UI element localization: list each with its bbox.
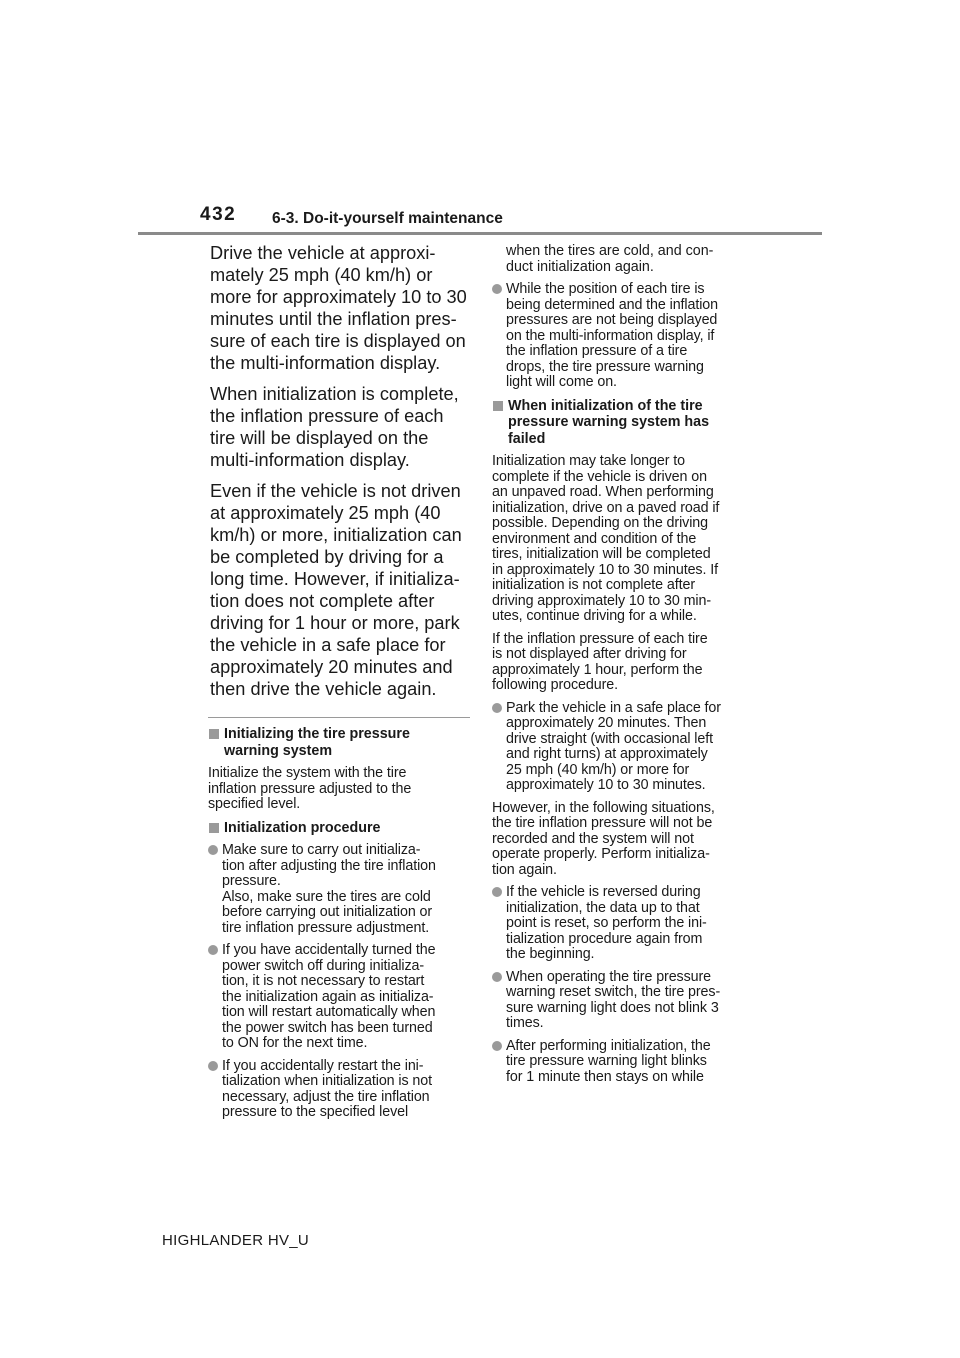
text-line: times. — [506, 1015, 544, 1031]
page-number: 432 — [200, 204, 237, 225]
text-line: warning reset switch, the tire pres- — [506, 984, 721, 1000]
heading-line: failed — [508, 430, 546, 447]
text-line: Drive the vehicle at approxi- — [210, 243, 436, 263]
text-line: 25 mph (40 km/h) or more for — [506, 761, 690, 778]
circle-bullet-icon — [492, 887, 502, 897]
text-line: tion after adjusting the tire inflation — [222, 857, 436, 874]
text-line: tion will restart automatically when — [222, 1004, 436, 1020]
text-line: the vehicle in a safe place for — [210, 635, 446, 655]
text-line: initialization, drive on a paved road if — [492, 499, 720, 516]
text-line: Also, make sure the tires are cold — [222, 888, 431, 905]
text-line: While the position of each tire is — [506, 281, 705, 297]
text-line: the tire inflation pressure will not be — [492, 815, 713, 831]
heading-line: When initialization of the tire — [508, 397, 703, 414]
text-line: If you accidentally restart the ini- — [222, 1057, 424, 1074]
text-line: approximately 1 hour, perform the — [492, 661, 703, 678]
text-line: tire pressure warning light blinks — [506, 1053, 707, 1069]
left-column — [208, 242, 470, 1128]
text-line: After performing initialization, the — [506, 1037, 711, 1054]
text-line: tire will be displayed on the — [210, 428, 429, 448]
footer-model-name: HIGHLANDER HV_U — [162, 1232, 310, 1249]
text-line: multi-information display. — [210, 450, 410, 470]
circle-bullet-icon — [208, 945, 218, 955]
body-paragraph — [492, 801, 756, 879]
section-divider — [208, 717, 470, 718]
bullet-item — [492, 282, 756, 391]
text-line: sure of each tire is displayed on — [210, 331, 466, 351]
bullet-item — [208, 943, 470, 1052]
intro-paragraph — [210, 480, 470, 700]
intro-paragraph — [210, 383, 470, 471]
circle-bullet-icon — [492, 972, 502, 982]
bullet-item — [492, 885, 756, 963]
text-line: following procedure. — [492, 677, 618, 693]
text-line: Even if the vehicle is not driven — [210, 481, 461, 501]
intro-paragraph — [210, 242, 470, 374]
circle-bullet-icon — [492, 703, 502, 713]
square-bullet-icon — [493, 401, 503, 411]
bullet-continuation — [506, 244, 756, 275]
text-line: approximately 20 minutes. Then — [506, 715, 707, 731]
text-line: sure warning light does not blink 3 — [506, 999, 719, 1016]
text-line: light will come on. — [506, 374, 617, 390]
text-line: for 1 minute then stays on while — [506, 1068, 704, 1085]
text-line: on the multi-information display, if — [506, 327, 715, 344]
section-title: 6-3. Do-it-yourself maintenance — [272, 210, 503, 227]
bullet-item — [208, 843, 470, 936]
text-line: tialization when initialization is not — [222, 1073, 432, 1089]
text-line: specified level. — [208, 796, 301, 812]
text-line: driving approximately 10 to 30 min- — [492, 592, 712, 609]
heading-line: warning system — [224, 742, 333, 759]
circle-bullet-icon — [208, 1061, 218, 1071]
text-line: If the vehicle is reversed during — [506, 884, 701, 900]
text-line: in approximately 10 to 30 minutes. If — [492, 561, 718, 578]
text-line: inflation pressure adjusted to the — [208, 780, 412, 797]
heading-initializing — [208, 726, 470, 759]
text-line: necessary, adjust the tire inflation — [222, 1088, 430, 1105]
square-bullet-icon — [209, 729, 219, 739]
text-line: tires, initialization will be completed — [492, 546, 711, 562]
text-line: an unpaved road. When performing — [492, 484, 714, 500]
text-line: pressure. — [222, 873, 281, 889]
text-line: driving for 1 hour or more, park — [210, 613, 460, 633]
text-line: and right turns) at approximately — [506, 746, 708, 762]
text-line: When operating the tire pressure — [506, 968, 712, 985]
heading-line: Initialization procedure — [224, 819, 381, 836]
text-line: environment and condition of the — [492, 530, 697, 547]
text-line: Make sure to carry out initializa- — [222, 842, 421, 858]
text-line: the initialization again as initializa- — [222, 988, 434, 1005]
text-line: mately 25 mph (40 km/h) or — [210, 265, 433, 285]
square-bullet-icon — [209, 823, 219, 833]
text-line: the multi-information display. — [210, 353, 441, 373]
bullet-item — [492, 970, 756, 1032]
bullet-item — [208, 1059, 470, 1121]
text-line: the beginning. — [506, 946, 595, 962]
text-line: tire inflation pressure adjustment. — [222, 919, 430, 936]
text-line: If the inflation pressure of each tire — [492, 630, 708, 647]
text-line: the power switch has been turned — [222, 1019, 433, 1036]
bullet-item — [492, 1039, 756, 1086]
text-line: Initialization may take longer to — [492, 453, 685, 469]
text-line: the inflation pressure of each — [210, 406, 444, 426]
text-line: initialization, the data up to that — [506, 899, 700, 916]
text-line: duct initialization again. — [506, 258, 654, 275]
text-line: tion again. — [492, 861, 557, 878]
text-line: possible. Depending on the driving — [492, 515, 708, 531]
text-line: operate properly. Perform initializa- — [492, 846, 710, 862]
circle-bullet-icon — [492, 284, 502, 294]
text-line: tion, it is not necessary to restart — [222, 973, 425, 989]
text-line: drops, the tire pressure warning — [506, 358, 704, 375]
text-line: pressures are not being displayed — [506, 312, 718, 328]
circle-bullet-icon — [208, 845, 218, 855]
text-line: be completed by driving for a — [210, 547, 444, 567]
body-paragraph — [492, 454, 756, 625]
heading-line: Initializing the tire pressure — [224, 726, 410, 742]
text-line: minutes until the inflation pres- — [210, 309, 457, 329]
text-line: point is reset, so perform the ini- — [506, 915, 707, 931]
text-line: being determined and the inflation — [506, 296, 719, 313]
text-line: km/h) or more, initialization can — [210, 525, 462, 545]
text-line: approximately 20 minutes and — [210, 657, 453, 677]
text-line: tion does not complete after — [210, 591, 435, 611]
text-line: is not displayed after driving for — [492, 646, 687, 662]
text-line: drive straight (with occasional left — [506, 730, 713, 747]
text-line: when the tires are cold, and con- — [506, 243, 714, 259]
text-line: Initialize the system with the tire — [208, 765, 407, 781]
text-line: initialization is not complete after — [492, 577, 696, 593]
text-line: to ON for the next time. — [222, 1035, 368, 1051]
heading-initialization-failed — [492, 398, 756, 448]
text-line: power switch off during initializa- — [222, 957, 425, 974]
body-paragraph — [492, 632, 756, 694]
text-line: pressure to the specified level — [222, 1104, 409, 1120]
text-line: the inflation pressure of a tire — [506, 343, 688, 359]
body-paragraph — [208, 766, 470, 813]
text-line: recorded and the system will not — [492, 830, 694, 847]
text-line: long time. However, if initializa- — [210, 569, 460, 589]
bullet-item — [492, 701, 756, 794]
text-line: then drive the vehicle again. — [210, 679, 437, 699]
text-line: When initialization is complete, — [210, 384, 459, 404]
text-line: complete if the vehicle is driven on — [492, 468, 707, 485]
text-line: utes, continue driving for a while. — [492, 608, 697, 624]
right-column — [492, 244, 756, 1092]
text-line: Park the vehicle in a safe place for — [506, 699, 721, 716]
circle-bullet-icon — [492, 1041, 502, 1051]
text-line: more for approximately 10 to 30 — [210, 287, 467, 307]
heading-line: pressure warning system has — [508, 414, 710, 430]
text-line: If you have accidentally turned the — [222, 942, 436, 958]
text-line: tialization procedure again from — [506, 930, 703, 947]
text-line: However, in the following situations, — [492, 799, 715, 816]
heading-procedure — [208, 820, 470, 837]
text-line: at approximately 25 mph (40 — [210, 503, 441, 523]
text-line: approximately 10 to 30 minutes. — [506, 777, 706, 793]
header-rule — [138, 232, 822, 235]
text-line: before carrying out initialization or — [222, 904, 433, 920]
intro-paragraphs — [208, 242, 470, 700]
